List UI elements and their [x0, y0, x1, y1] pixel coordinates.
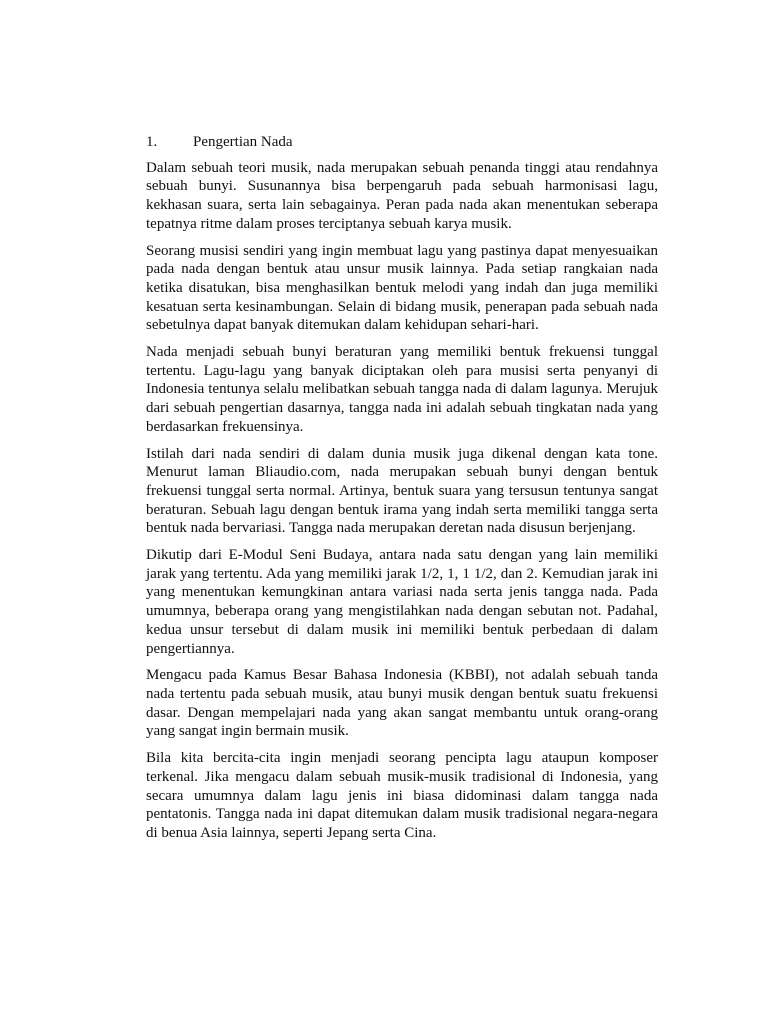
- paragraph-7: Bila kita bercita-cita ingin menjadi seorang pencipta lagu ataupun komposer terkenal. Jika mengacu dalam sebuah musik-musik tradisional di Indonesia, yang secara umumnya dalam lagu jenis ini biasa didominasi dalam tangga nada pentatonis. Tangga nada ini dapat ditemukan dalam musik tradisional negara-negara di benua Asia lainnya, seperti Jepang serta Cina.: [146, 750, 658, 841]
- paragraph-6: Mengacu pada Kamus Besar Bahasa Indonesia (KBBI), not adalah sebuah tanda nada tertentu pada sebuah musik, atau bunyi musik dengan bentuk suatu frekuensi dasar. Dengan mempelajari nada yang akan sangat membantu untuk orang-orang yang sangat ingin bermain musik.: [146, 667, 658, 740]
- document-page: [146, 133, 658, 851]
- paragraph-3: Nada menjadi sebuah bunyi beraturan yang memiliki bentuk frekuensi tunggal tertentu. Lagu-lagu yang banyak diciptakan oleh para musisi serta penyanyi di Indonesia tentunya selalu melibatkan sebuah tangga nada di dalam lagunya. Merujuk dari sebuah pengertian dasarnya, tangga nada ini adalah sebuah tingkatan nada yang berdasarkan frekuensinya.: [146, 344, 658, 435]
- paragraph-2: Seorang musisi sendiri yang ingin membuat lagu yang pastinya dapat menyesuaikan pada nada dengan bentuk atau unsur musik lainnya. Pada setiap rangkaian nada ketika disatukan, bisa menghasilkan bentuk melodi yang indah dan juga memiliki kesatuan serta kesinambungan. Selain di bidang musik, penerapan pada sebuah nada sebetulnya dapat banyak ditemukan dalam kehidupan sehari-hari.: [146, 242, 658, 334]
- section-heading: [146, 133, 658, 152]
- paragraph-4: Istilah dari nada sendiri di dalam dunia musik juga dikenal dengan kata tone. Menurut laman Bliaudio.com, nada merupakan sebuah bunyi dengan bentuk frekuensi tunggal serta normal. Artinya, bentuk suara yang tersusun tentunya sangat beraturan. Sebuah lagu dengan bentuk irama yang indah serta memiliki tangga serta bentuk nada bervariasi. Tangga nada merupakan deretan nada disusun berjenjang.: [146, 445, 658, 537]
- paragraph-5: Dikutip dari E-Modul Seni Budaya, antara nada satu dengan yang lain memiliki jarak yang tertentu. Ada yang memiliki jarak 1/2, 1, 1 1/2, dan 2. Kemudian jarak ini yang menentukan kemungkinan antara variasi nada serta jenis tangga nada. Pada umumnya, beberapa orang yang mengistilahkan nada dengan sebutan not. Padahal, kedua unsur tersebut di dalam musik ini memiliki bentuk perbedaan di dalam pengertiannya.: [146, 547, 658, 657]
- paragraph-1: Dalam sebuah teori musik, nada merupakan sebuah penanda tinggi atau rendahnya sebuah bunyi. Susunannya bisa berpengaruh pada sebuah harmonisasi lagu, kekhasan suara, serta lain sebagainya. Peran pada nada akan menentukan seberapa tepatnya ritme dalam proses terciptanya sebuah karya musik.: [146, 159, 658, 232]
- section-title: Pengertian Nada: [193, 134, 293, 150]
- section-number: 1.: [146, 134, 158, 150]
